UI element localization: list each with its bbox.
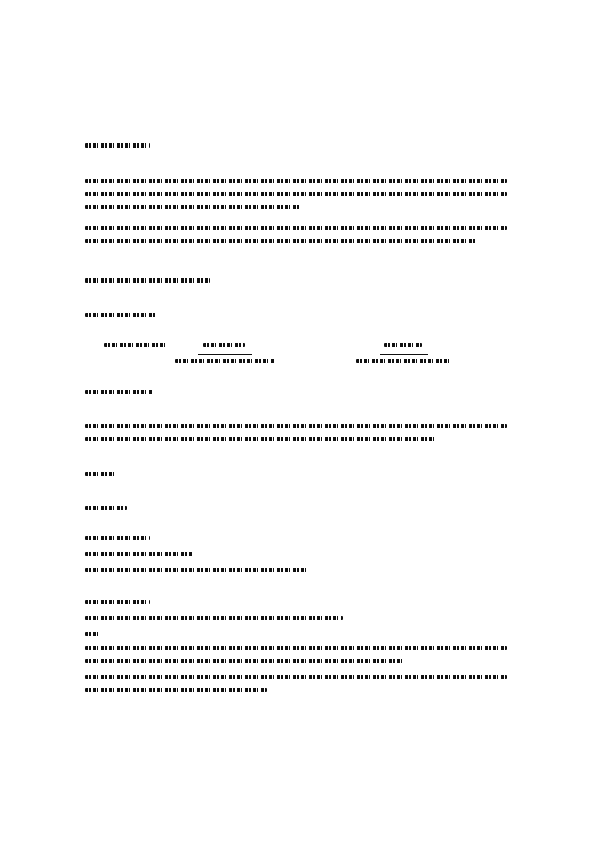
formula-left-denominator (175, 359, 275, 363)
formula-label (85, 313, 157, 317)
section-heading (85, 143, 150, 148)
formula-left-fraction-bar (198, 354, 252, 355)
short-label-2 (85, 506, 127, 510)
formula-right-numerator (384, 343, 422, 347)
short-label-1 (85, 472, 117, 476)
list-group-1 (85, 536, 307, 572)
explanation-paragraph (85, 424, 507, 441)
list-group-2 (85, 600, 343, 636)
closing-paragraph (85, 646, 507, 692)
formula-right-denominator (356, 359, 451, 363)
where-label (85, 390, 153, 394)
formula-left-numerator (203, 343, 245, 347)
intro-paragraph (85, 179, 507, 209)
second-paragraph (85, 226, 507, 243)
formula-left-prefix (104, 343, 166, 347)
formula-right-fraction-bar (380, 354, 428, 355)
subheading (85, 278, 210, 283)
